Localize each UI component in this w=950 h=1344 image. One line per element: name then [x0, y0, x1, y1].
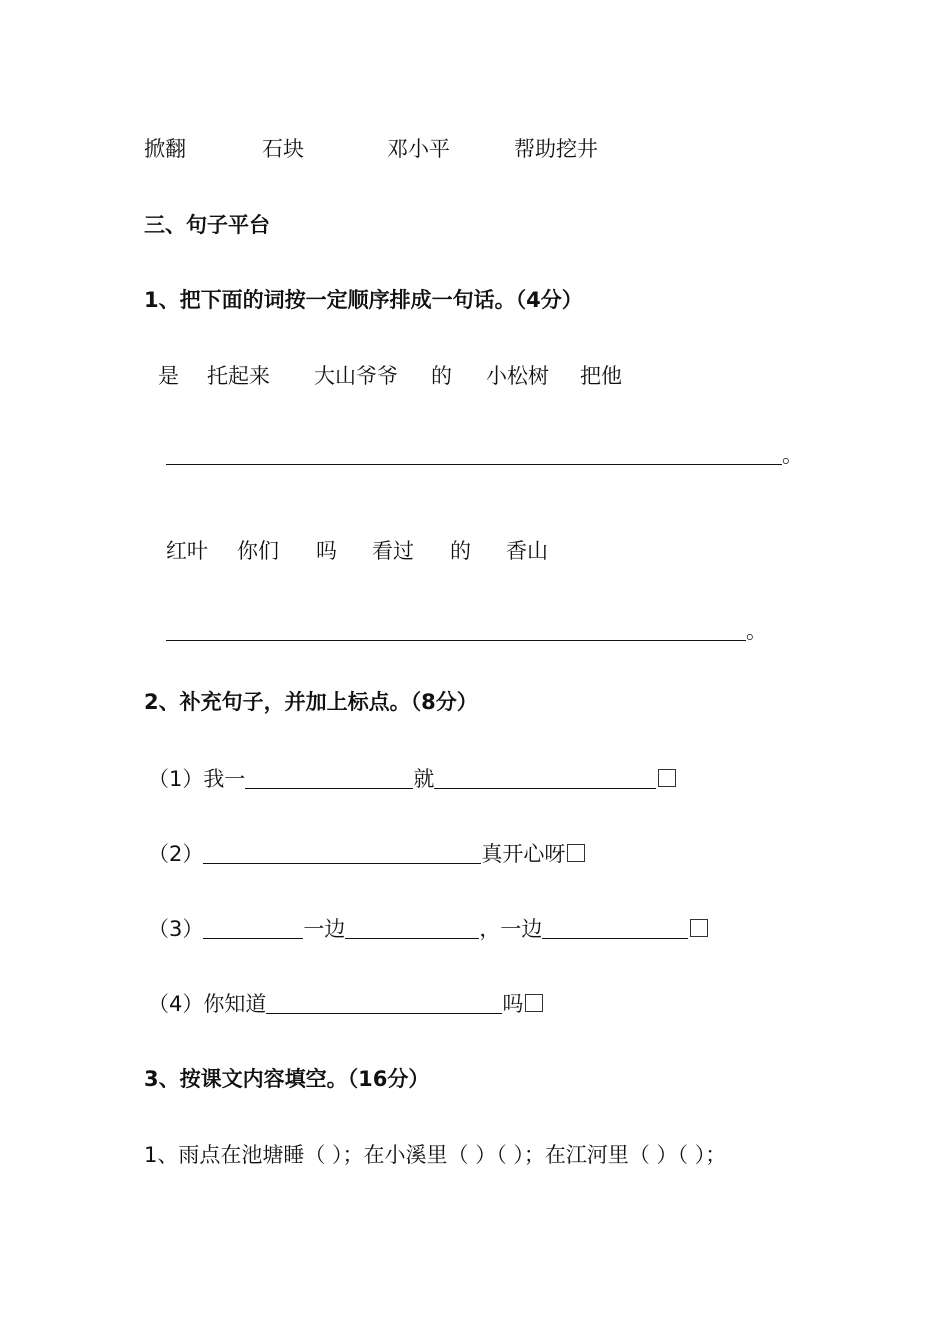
item-text: 真开心呀	[481, 842, 566, 866]
fill-item-2	[148, 843, 585, 865]
scrambled-word: 的	[450, 539, 471, 563]
fill-item-4	[148, 993, 543, 1015]
item-number: （3）	[148, 917, 204, 941]
item-text: 吗	[502, 992, 524, 1016]
answer-blank[interactable]	[166, 444, 782, 465]
answer-blank[interactable]	[166, 620, 746, 641]
fill-blank[interactable]	[266, 993, 502, 1014]
fill-blank[interactable]	[203, 918, 303, 939]
item-number: （1）	[148, 767, 204, 791]
scrambled-word: 看过	[372, 539, 414, 563]
scrambled-word: 红叶	[166, 539, 208, 563]
word-item: 石块	[262, 137, 304, 161]
fill-blank[interactable]	[345, 918, 479, 939]
scrambled-word: 小松树	[486, 364, 549, 388]
item-number: （2）	[148, 842, 204, 866]
answer-line-1	[166, 444, 803, 466]
punctuation-box[interactable]	[690, 919, 708, 937]
item-text: 你知道	[203, 992, 267, 1016]
scrambled-word: 托起来	[207, 364, 270, 388]
fill-item-1	[148, 768, 676, 790]
punctuation-box[interactable]	[567, 844, 585, 862]
scrambled-word: 把他	[580, 364, 622, 388]
item-number: （4）	[148, 992, 204, 1016]
fill-blank[interactable]	[434, 768, 656, 789]
scrambled-word: 香山	[506, 539, 548, 563]
period: 。	[746, 619, 767, 643]
word-item: 掀翻	[144, 137, 186, 161]
item-text: 就	[413, 767, 435, 791]
punctuation-box[interactable]	[658, 769, 676, 787]
scrambled-word: 大山爷爷	[314, 364, 398, 388]
text-fill-line: 1、雨点在池塘睡（ ）；在小溪里（ ）（ ）；在江河里（ ）（ ）；	[144, 1143, 727, 1167]
period: 。	[782, 443, 803, 467]
punctuation-box[interactable]	[525, 994, 543, 1012]
fill-blank[interactable]	[542, 918, 688, 939]
fill-blank[interactable]	[203, 843, 481, 864]
item-text: ，一边	[479, 917, 543, 941]
question-2-title: 2、补充句子，并加上标点。（8分）	[144, 690, 478, 714]
scrambled-word: 的	[431, 364, 452, 388]
word-item: 帮助挖井	[514, 137, 598, 161]
scrambled-word: 是	[158, 364, 179, 388]
item-text: 一边	[303, 917, 346, 941]
fill-item-3	[148, 918, 708, 940]
item-text: 我一	[203, 767, 246, 791]
fill-blank[interactable]	[245, 768, 413, 789]
scrambled-word: 吗	[316, 539, 337, 563]
section-title: 三、句子平台	[144, 213, 270, 237]
answer-line-2	[166, 620, 767, 642]
scrambled-word: 你们	[237, 539, 279, 563]
question-1-title: 1、把下面的词按一定顺序排成一句话。（4分）	[144, 288, 583, 312]
word-item: 邓小平	[387, 137, 450, 161]
question-3-title: 3、按课文内容填空。（16分）	[144, 1067, 430, 1091]
